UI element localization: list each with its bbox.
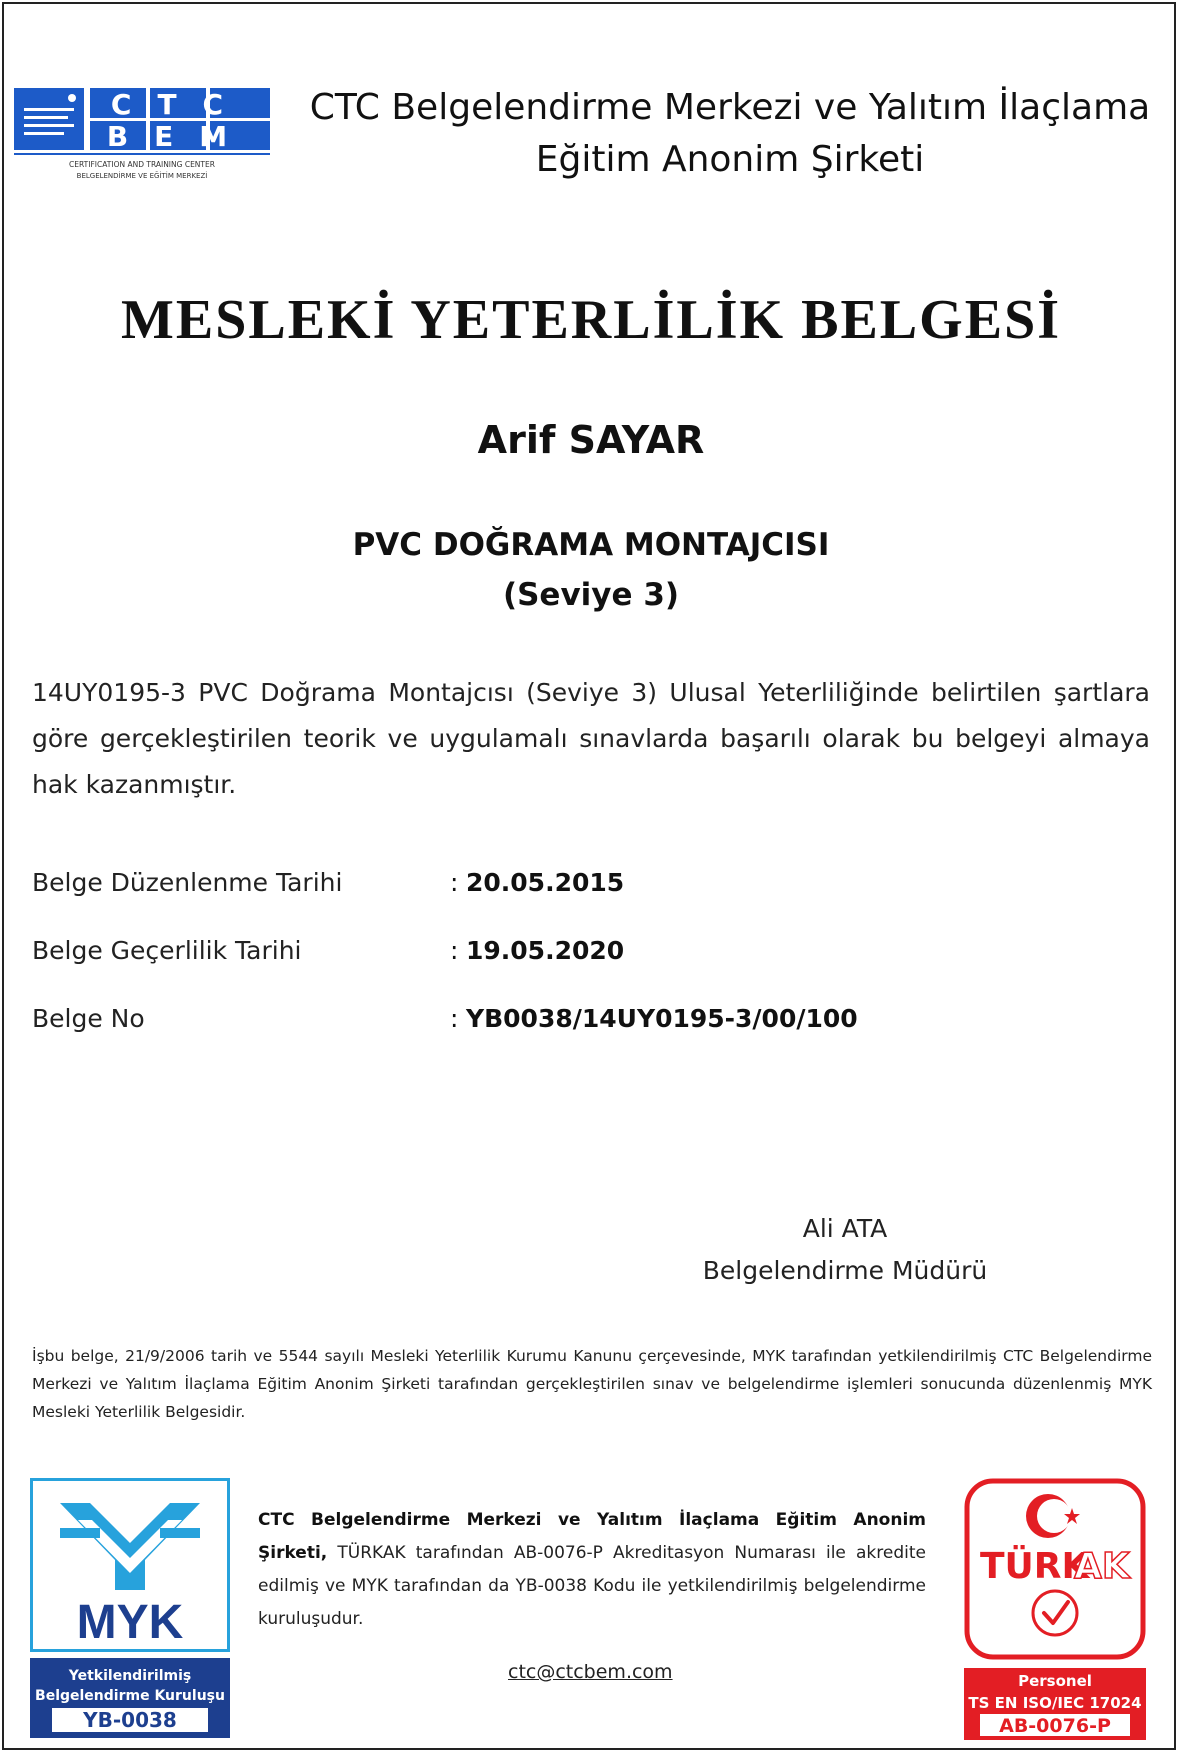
company-name-line1: CTC Belgelendirme Merkezi ve Yalıtım İlaçlama	[309, 87, 1151, 128]
turkak-code: AB-0076-P	[999, 1715, 1111, 1737]
certificate-title: MESLEKİ YETERLİLİK BELGESİ	[120, 289, 1061, 351]
field-issue-date	[32, 868, 1152, 936]
ctc-bem-logo	[14, 88, 274, 186]
turkak-logo	[964, 1478, 1146, 1740]
turkak-label: Personel	[1018, 1672, 1092, 1690]
field-value: 20.05.2015	[466, 868, 625, 897]
myk-logo	[30, 1478, 230, 1738]
turkak-standard: TS EN ISO/IEC 17024	[968, 1694, 1142, 1712]
logo-ctc-text: CTC	[110, 88, 250, 121]
myk-code: YB-0038	[83, 1708, 177, 1732]
legal-note: İşbu belge, 21/9/2006 tarih ve 5544 sayılı Mesleki Yeterlilik Kurumu Kanunu çerçevesinde, MYK tarafından yetkilendirilmiş CTC Belgelendirme Merkezi ve Yalıtım İlaçlama Eğitim Anonim Şirketi tarafından gerçekleştirilen sınav ve belgelendirme işlemleri sonucunda düzenlenmiş MYK Mesleki Yeterlilik Belgesidir.	[32, 1347, 1152, 1421]
field-validity-date	[32, 936, 1152, 1004]
field-colon: :	[450, 1004, 459, 1033]
signatory-title: Belgelendirme Müdürü	[702, 1256, 988, 1285]
field-value: 19.05.2020	[466, 936, 625, 965]
logo-tagline-en: CERTIFICATION AND TRAINING CENTER	[69, 160, 215, 169]
field-value: YB0038/14UY0195-3/00/100	[466, 1004, 858, 1033]
field-label: Belge Geçerlilik Tarihi	[32, 936, 302, 965]
company-name	[300, 82, 1160, 186]
accreditation-details: TÜRKAK tarafından AB-0076-P Akreditasyon Numarası ile akredite edilmiş ve MYK tarafından da YB-0038 Kodu ile yetkilendirilmiş belgelendirme kuruluşudur.	[258, 1543, 926, 1629]
turkak-name-part2: AK	[1074, 1546, 1130, 1587]
myk-name: MYK	[76, 1596, 184, 1649]
field-colon: :	[450, 868, 459, 897]
field-label: Belge Düzenlenme Tarihi	[32, 868, 343, 897]
email-link[interactable]: ctc@ctcbem.com	[508, 1661, 673, 1683]
signatory-name: Ali ATA	[802, 1214, 888, 1243]
field-colon: :	[450, 936, 459, 965]
certificate-statement: 14UY0195-3 PVC Doğrama Montajcısı (Seviye 3) Ulusal Yeterliliğinde belirtilen şartlara göre gerçekleştirilen teorik ve uygulamalı sınavlarda başarılı olarak bu belgeyi almaya hak kazanmıştır.	[32, 678, 1150, 799]
logo-bem-text: BEM	[106, 120, 254, 153]
qualification-level: (Seviye 3)	[502, 577, 680, 613]
signatory	[660, 1208, 1030, 1292]
accreditation-text	[258, 1504, 926, 1636]
qualification-name: PVC DOĞRAMA MONTAJCISI	[352, 527, 830, 563]
accreditation-company: CTC Belgelendirme Merkezi ve Yalıtım İlaçlama Eğitim Anonim Şirketi,	[258, 1510, 926, 1563]
myk-line2: Belgelendirme Kuruluşu	[35, 1688, 225, 1704]
field-label: Belge No	[32, 1004, 145, 1033]
certificate-fields	[32, 868, 1152, 1072]
qualification	[0, 520, 1182, 620]
myk-line1: Yetkilendirilmiş	[68, 1668, 192, 1684]
turkak-name-part1: TÜRK	[980, 1546, 1090, 1587]
logo-tagline-tr: BELGELENDİRME VE EĞİTİM MERKEZİ	[76, 172, 208, 180]
certificate-holder-name: Arif SAYAR	[477, 418, 705, 462]
company-name-line2: Eğitim Anonim Şirketi	[535, 139, 925, 180]
field-certificate-number	[32, 1004, 1152, 1072]
